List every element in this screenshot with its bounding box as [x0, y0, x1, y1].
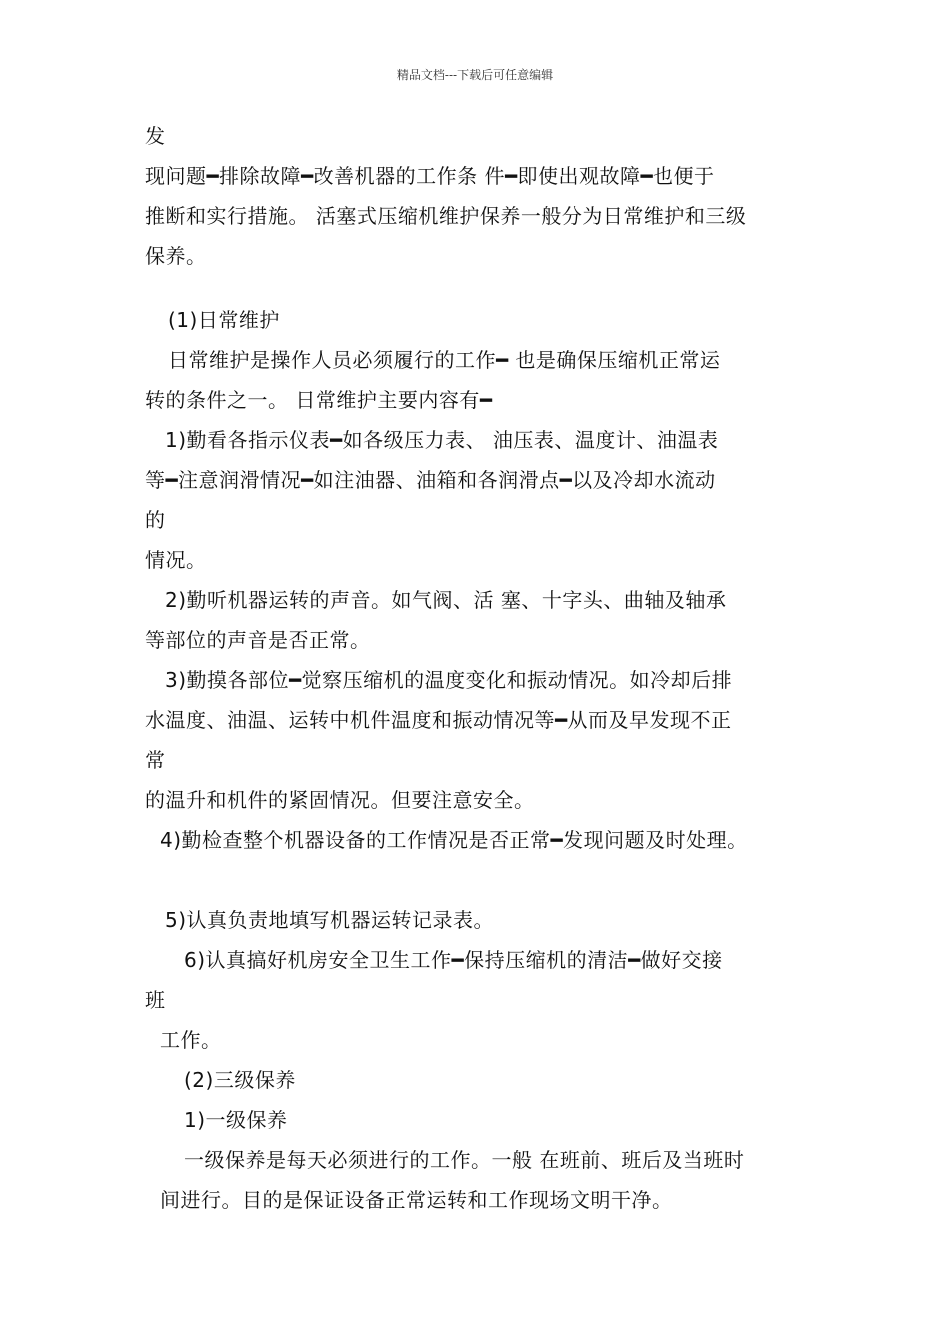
text-line: 的温升和机件的紧固情况。但要注意安全。: [145, 788, 535, 812]
text-line: 1)勤看各指示仪表━如各级压力表、 油压表、温度计、油温表: [165, 428, 719, 452]
text-line: 的: [145, 508, 166, 532]
text-line: 2)勤听机器运转的声音。如气阀、活 塞、十字头、曲轴及轴承: [165, 588, 727, 612]
section-heading: (2)三级保养: [184, 1068, 296, 1092]
text-line: 间进行。目的是保证设备正常运转和工作现场文明干净。: [160, 1188, 673, 1212]
section-heading: (1)日常维护: [168, 308, 280, 332]
text-line: 等部位的声音是否正常。: [145, 628, 371, 652]
text-line: 5)认真负责地填写机器运转记录表。: [165, 908, 495, 932]
text-line: 现问题━排除故障━改善机器的工作条 件━即使出观故障━也便于: [145, 164, 715, 188]
text-line: 情况。: [145, 548, 207, 572]
text-line: 发: [145, 124, 166, 148]
text-line: 班: [145, 988, 166, 1012]
text-line: 水温度、油温、运转中机件温度和振动情况等━从而及早发现不正: [145, 708, 732, 732]
text-line: 转的条件之一。 日常维护主要内容有━: [145, 388, 493, 412]
subsection-heading: 1)一级保养: [184, 1108, 288, 1132]
text-line: 一级保养是每天必须进行的工作。一般 在班前、班后及当班时: [184, 1148, 745, 1172]
text-line: 工作。: [160, 1028, 222, 1052]
text-line: 等━注意润滑情况━如注油器、油箱和各润滑点━以及冷却水流动: [145, 468, 716, 492]
text-line: 常: [145, 748, 166, 772]
page-header: 精品文档---下载后可任意编辑: [396, 68, 554, 82]
text-line: 推断和实行措施。 活塞式压缩机维护保养一般分为日常维护和三级: [145, 204, 747, 228]
text-line: 4)勤检查整个机器设备的工作情况是否正常━发现问题及时处理。: [160, 828, 748, 852]
text-line: 6)认真搞好机房安全卫生工作━保持压缩机的清洁━做好交接: [184, 948, 723, 972]
text-line: 日常维护是操作人员必须履行的工作━ 也是确保压缩机正常运: [168, 348, 721, 372]
text-line: 3)勤摸各部位━觉察压缩机的温度变化和振动情况。如冷却后排: [165, 668, 733, 692]
text-line: 保养。: [145, 244, 207, 268]
